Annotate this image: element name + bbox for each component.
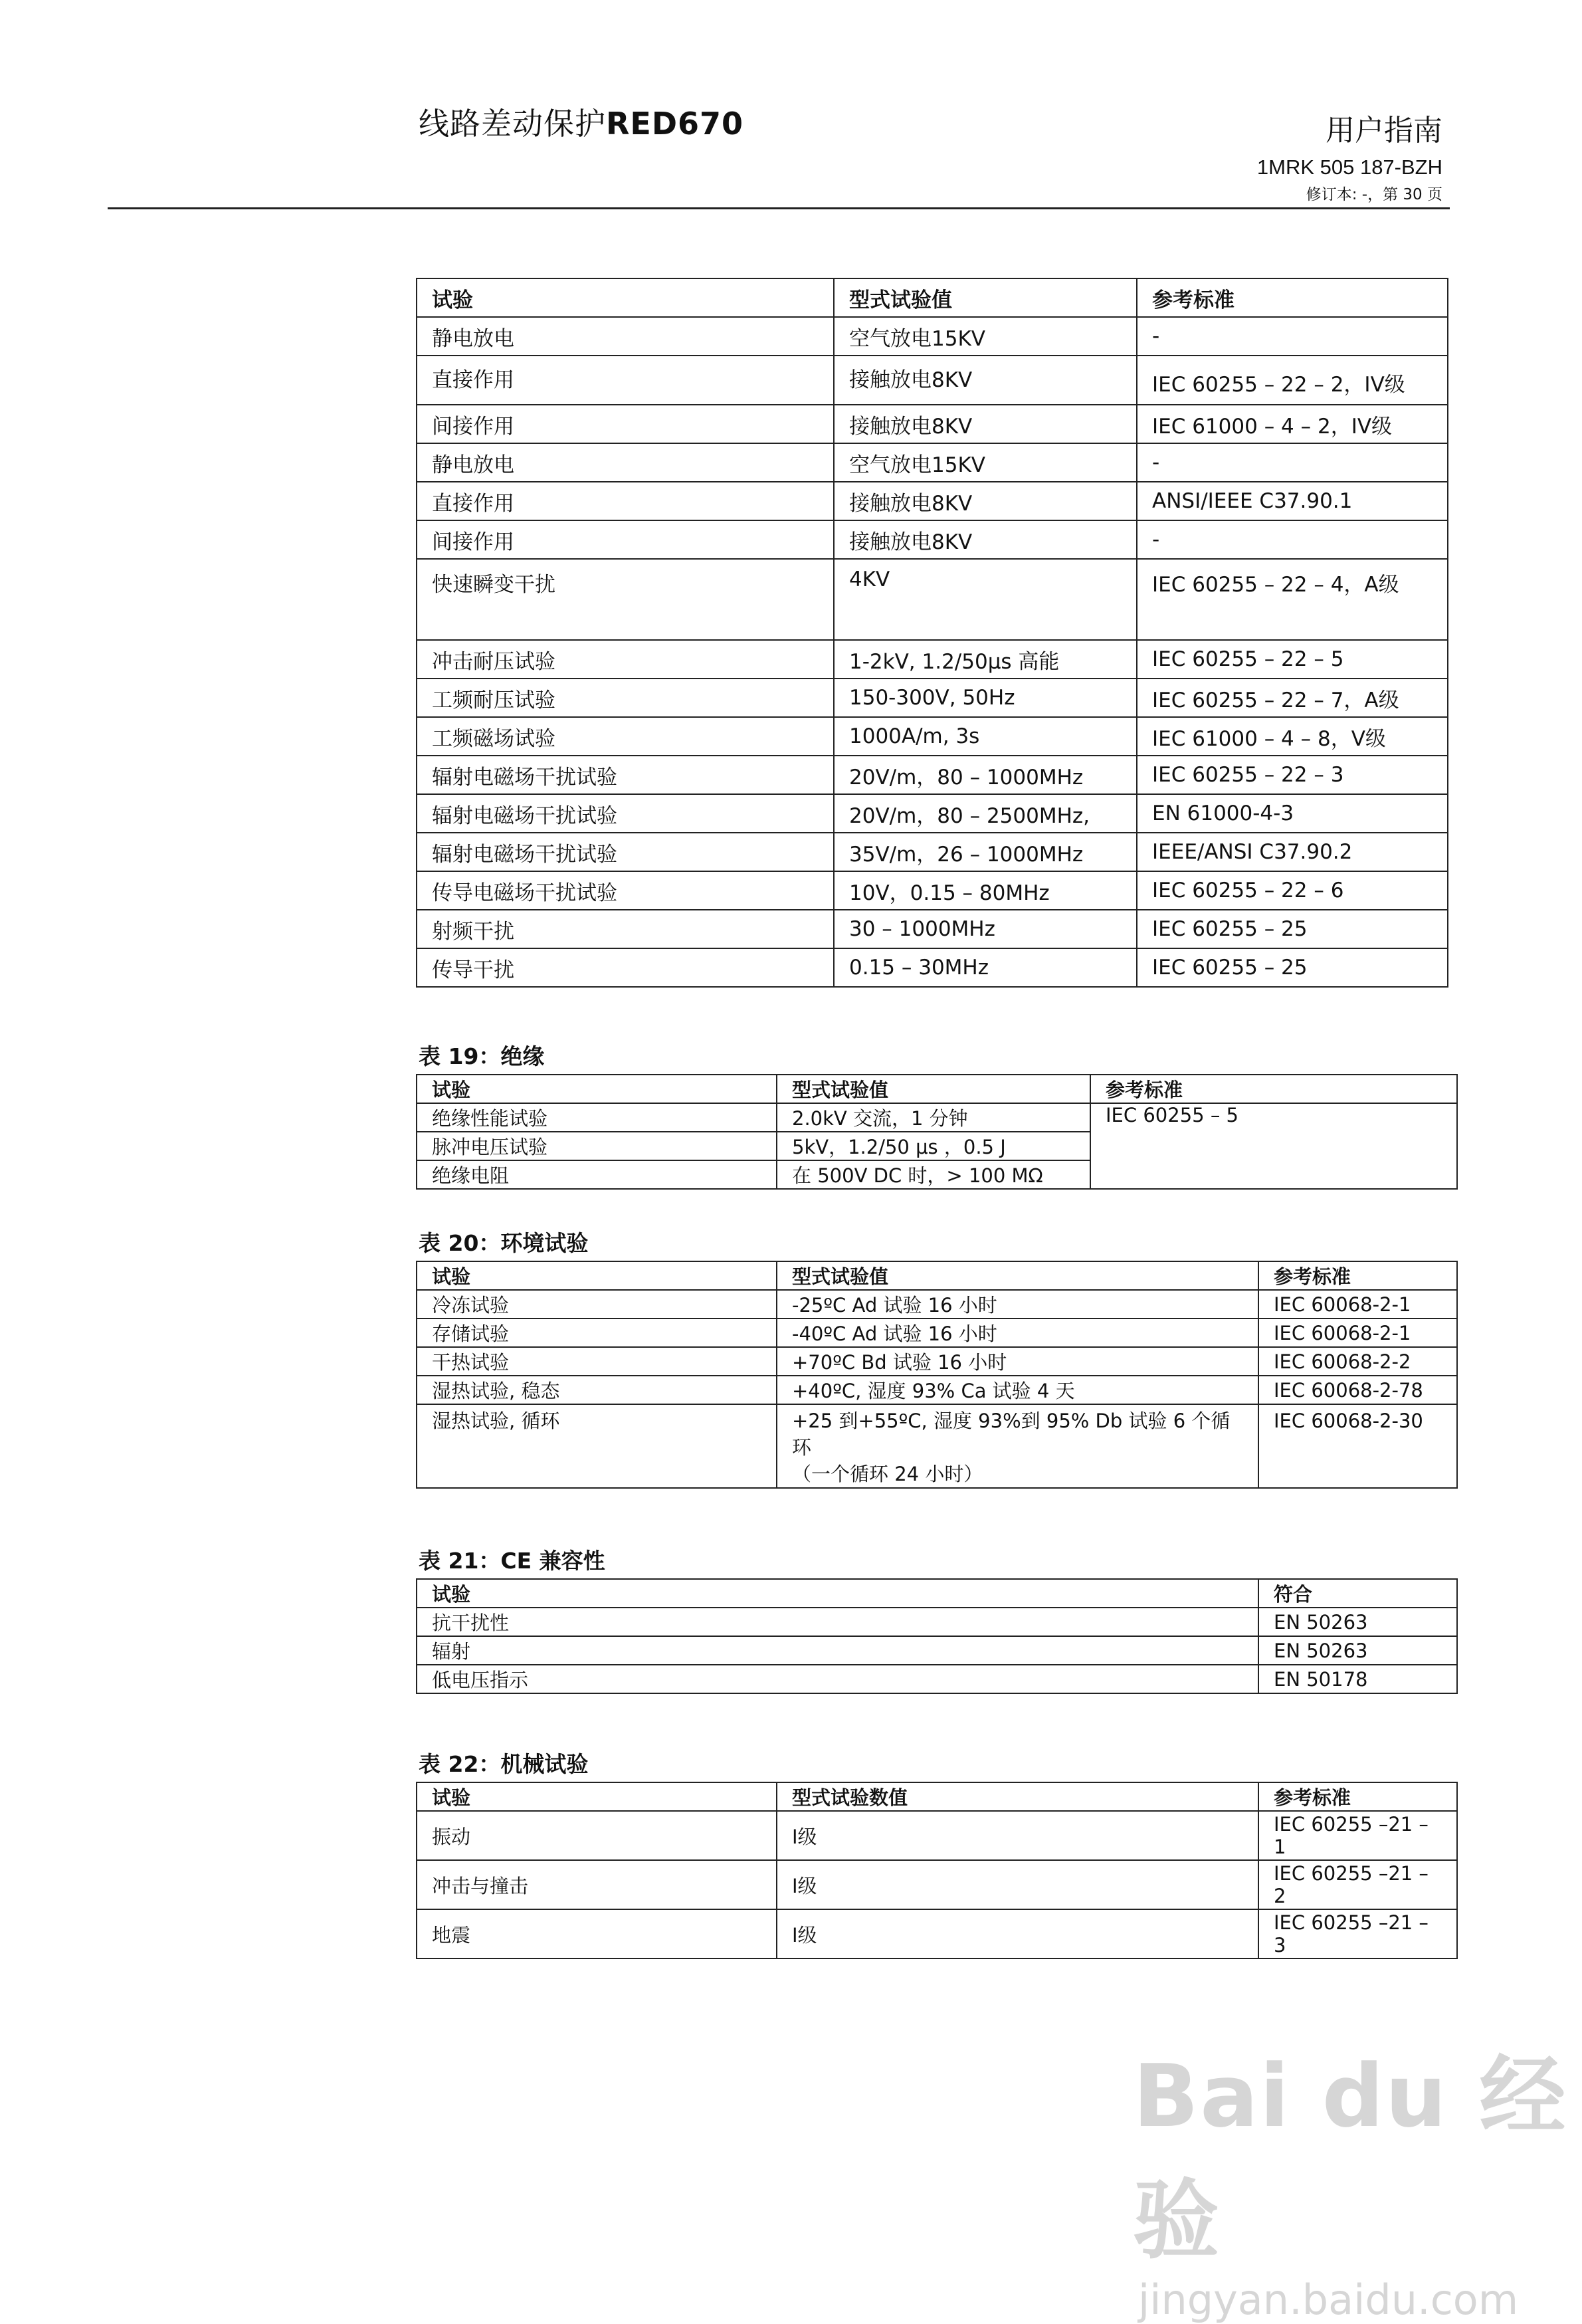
cell-test: 绝缘电阻 [417,1160,777,1189]
cell-standard: IEC 60255 – 25 [1137,948,1448,987]
cell-test: 静电放电 [417,317,834,356]
cell-value: +40ºC, 湿度 93% Ca 试验 4 天 [777,1376,1258,1404]
col-header-value: 型式试验值 [777,1075,1090,1103]
table-row [417,679,1448,717]
cell-standard: IEC 60255 – 22 – 2，IV级 [1137,356,1448,405]
cell-standard: ANSI/IEEE C37.90.1 [1137,482,1448,520]
cell-value: 空气放电15KV [834,443,1137,482]
col-header-test: 试验 [417,1782,777,1811]
insulation-table [416,1074,1458,1190]
table-header-row [417,278,1448,317]
cell-test: 绝缘性能试验 [417,1103,777,1132]
cell-value: 接触放电8KV [834,520,1137,559]
header-info [1257,106,1442,204]
cell-test: 低电压指示 [417,1665,1258,1693]
cell-standard: EN 61000-4-3 [1137,794,1448,833]
cell-test: 冷冻试验 [417,1290,777,1319]
cell-value-line: +25 到+55ºC, 湿度 93%到 95% Db 试验 6 个循 [792,1410,1231,1432]
cell-standard: IEC 60068-2-1 [1258,1290,1457,1319]
cell-standard [1258,1860,1457,1909]
cell-value: -25ºC Ad 试验 16 小时 [777,1290,1258,1319]
cell-value: -40ºC Ad 试验 16 小时 [777,1319,1258,1347]
cell-test: 射频干扰 [417,910,834,948]
col-header-standard: 参考标准 [1258,1782,1457,1811]
cell-standard: IEC 60255 – 22 – 4，A级 [1137,559,1448,640]
table-row [417,756,1448,794]
environment-table [416,1261,1458,1489]
col-header-value: 型式试验数值 [777,1782,1258,1811]
col-header-standard: 参考标准 [1090,1075,1457,1103]
std-line: 3 [1274,1934,1286,1956]
cell-value: 在 500V DC 时，> 100 MΩ [777,1160,1090,1189]
title-prefix: 线路差动保护 [419,106,606,142]
cell-standard: IEC 60255 – 22 – 7，A级 [1137,679,1448,717]
cell-value: 4KV [834,559,1137,640]
cell-standard: IEC 60255 – 5 [1090,1103,1457,1189]
cell-test: 存储试验 [417,1319,777,1347]
col-header-standard: 参考标准 [1137,278,1448,317]
cell-test: 快速瞬变干扰 [417,559,834,640]
cell-value: 2.0kV 交流，1 分钟 [777,1103,1090,1132]
revision: 修订本: -，第 30 页 [1306,186,1442,203]
cell-standard: IEC 60255 – 22 – 6 [1137,871,1448,910]
cell-test: 干热试验 [417,1347,777,1376]
cell-value: 20V/m，80 – 1000MHz [834,756,1137,794]
table-row [417,1290,1457,1319]
cell-value: 10V，0.15 – 80MHz [834,871,1137,910]
cell-standard: IEC 61000 – 4 – 2，IV级 [1137,405,1448,443]
table-row [417,948,1448,987]
cell-standard: IEC 60068-2-2 [1258,1347,1457,1376]
cell-standard: IEC 60068-2-78 [1258,1376,1457,1404]
title-model: RED670 [606,106,744,142]
table-row [417,717,1448,756]
cell-value: 5kV，1.2/50 μs ，0.5 J [777,1132,1090,1160]
cell-standard: - [1137,317,1448,356]
watermark-logo: Bai du 经验 [1133,2046,1567,2271]
ce-compat-table [416,1578,1458,1694]
cell-test: 辐射电磁场干扰试验 [417,794,834,833]
std-line: IEC 60255 –21 – [1274,1813,1429,1836]
cell-test: 辐射电磁场干扰试验 [417,756,834,794]
cell-value-line: 环 [792,1436,812,1459]
table-header-row [417,1782,1457,1811]
mechanical-test-table [416,1782,1458,1959]
caption-table-22: 表 22：机械试验 [419,1751,589,1777]
table-row [417,833,1448,871]
cell-value-line: （一个循环 24 小时） [792,1463,983,1485]
cell-test: 湿热试验, 循环 [417,1404,777,1488]
cell-value: 20V/m，80 – 2500MHz, [834,794,1137,833]
cell-test: 传导干扰 [417,948,834,987]
cell-standard: EN 50178 [1258,1665,1457,1693]
cell-standard: EN 50263 [1258,1608,1457,1636]
col-header-test: 试验 [417,1075,777,1103]
table-row [417,482,1448,520]
cell-value [777,1404,1258,1488]
table-row [417,640,1448,679]
cell-test: 振动 [417,1811,777,1860]
std-line: IEC 60255 –21 – [1274,1911,1429,1934]
table-row [417,520,1448,559]
cell-value: 空气放电15KV [834,317,1137,356]
cell-standard: IEC 61000 – 4 – 8，V级 [1137,717,1448,756]
table-row [417,794,1448,833]
table-header-row [417,1579,1457,1608]
cell-standard: IEC 60255 – 22 – 3 [1137,756,1448,794]
table-row [417,1103,1457,1132]
cell-test: 冲击耐压试验 [417,640,834,679]
cell-value: 35V/m，26 – 1000MHz [834,833,1137,871]
table-row [417,1319,1457,1347]
caption-table-21: 表 21：CE 兼容性 [419,1548,605,1574]
cell-test: 湿热试验, 稳态 [417,1376,777,1404]
cell-standard: - [1137,520,1448,559]
std-line: 1 [1274,1836,1286,1858]
cell-test: 脉冲电压试验 [417,1132,777,1160]
cell-test: 冲击与撞击 [417,1860,777,1909]
cell-value: 接触放电8KV [834,482,1137,520]
cell-standard: IEC 60255 – 25 [1137,910,1448,948]
table-row [417,871,1448,910]
cell-standard: IEC 60255 – 22 – 5 [1137,640,1448,679]
std-line: 2 [1274,1885,1286,1907]
table-row [417,559,1448,640]
cell-value: 30 – 1000MHz [834,910,1137,948]
table-row [417,356,1448,405]
cell-value: Ⅰ级 [777,1811,1258,1860]
table-row [417,1347,1457,1376]
document-title [419,100,743,144]
cell-value: 接触放电8KV [834,405,1137,443]
watermark [1133,2027,1582,2324]
cell-standard: - [1137,443,1448,482]
cell-standard: EN 50263 [1258,1636,1457,1665]
cell-standard: IEC 60068-2-1 [1258,1319,1457,1347]
cell-test: 间接作用 [417,520,834,559]
cell-value: +70ºC Bd 试验 16 小时 [777,1347,1258,1376]
table-row [417,1909,1457,1958]
cell-value: Ⅰ级 [777,1909,1258,1958]
col-header-test: 试验 [417,278,834,317]
cell-test: 辐射 [417,1636,1258,1665]
table-row [417,1608,1457,1636]
table-row [417,910,1448,948]
doc-type: 用户指南 [1326,114,1442,148]
cell-test: 辐射电磁场干扰试验 [417,833,834,871]
table-row [417,1404,1457,1488]
col-header-value: 型式试验值 [777,1261,1258,1290]
cell-test: 工频磁场试验 [417,717,834,756]
std-line: IEC 60255 –21 – [1274,1862,1429,1885]
table-row [417,1665,1457,1693]
table-row [417,317,1448,356]
table-row [417,1376,1457,1404]
cell-value: 1000A/m, 3s [834,717,1137,756]
col-header-compliance: 符合 [1258,1579,1457,1608]
cell-value: 1-2kV, 1.2/50μs 高能 [834,640,1137,679]
table-row [417,405,1448,443]
table-header-row [417,1075,1457,1103]
col-header-test: 试验 [417,1261,777,1290]
cell-standard [1258,1909,1457,1958]
watermark-url: jingyan.baidu.com [1138,2275,1519,2324]
cell-test: 工频耐压试验 [417,679,834,717]
caption-table-19: 表 19：绝缘 [419,1043,545,1069]
doc-code: 1MRK 505 187-BZH [1256,156,1442,179]
table-row [417,1860,1457,1909]
cell-test: 直接作用 [417,482,834,520]
header-divider [108,207,1450,209]
table-row [417,443,1448,482]
cell-standard [1258,1811,1457,1860]
cell-test: 直接作用 [417,356,834,405]
caption-table-20: 表 20：环境试验 [419,1230,589,1256]
cell-value: 0.15 – 30MHz [834,948,1137,987]
cell-test: 间接作用 [417,405,834,443]
emc-test-table [416,278,1448,988]
table-header-row [417,1261,1457,1290]
col-header-value: 型式试验值 [834,278,1137,317]
table-row [417,1636,1457,1665]
col-header-standard: 参考标准 [1258,1261,1457,1290]
cell-standard: IEC 60068-2-30 [1258,1404,1457,1488]
col-header-test: 试验 [417,1579,1258,1608]
cell-standard: IEEE/ANSI C37.90.2 [1137,833,1448,871]
cell-value: 接触放电8KV [834,356,1137,405]
cell-value: Ⅰ级 [777,1860,1258,1909]
cell-test: 传导电磁场干扰试验 [417,871,834,910]
cell-test: 静电放电 [417,443,834,482]
table-row [417,1811,1457,1860]
cell-test: 抗干扰性 [417,1608,1258,1636]
cell-value: 150-300V, 50Hz [834,679,1137,717]
cell-test: 地震 [417,1909,777,1958]
